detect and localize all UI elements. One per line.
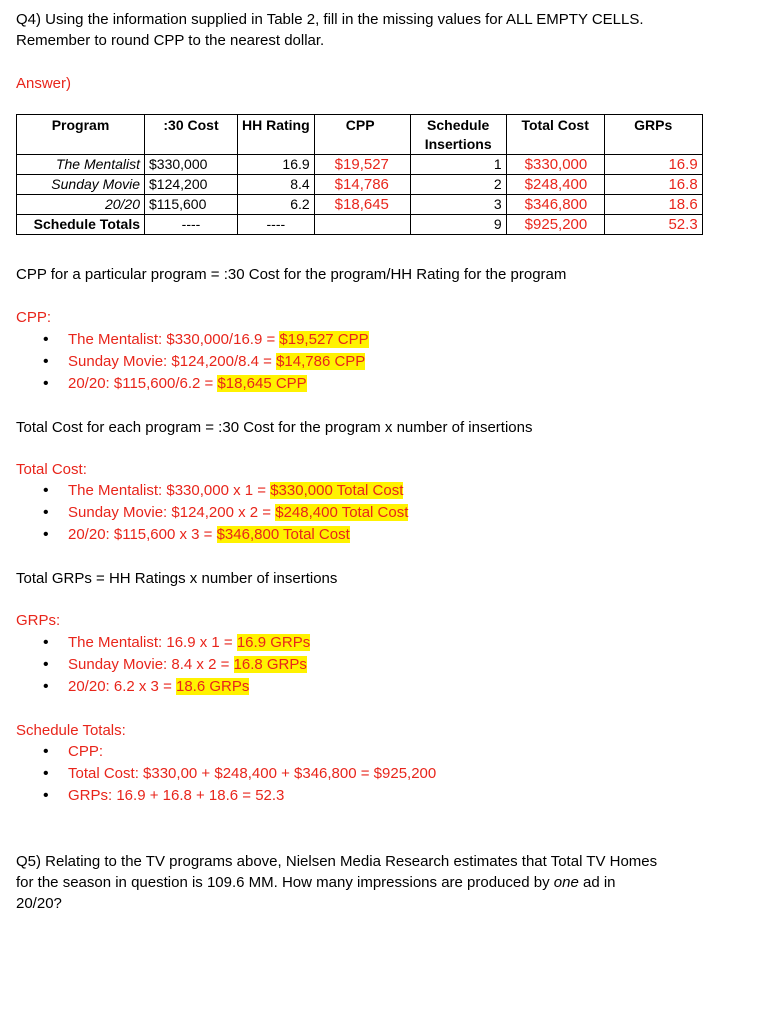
q4-line-1: Q4) Using the information supplied in Table 2, fill in the missing values for ALL EMPTY CELLS. [16, 11, 644, 28]
cell-total-cost: $330,000 [506, 155, 604, 175]
table-totals-row [17, 215, 703, 235]
totals-insertions: 9 [410, 215, 506, 235]
table-row [17, 175, 703, 195]
cell-grps: 16.9 [604, 155, 702, 175]
cell-cost30: $115,600 [145, 195, 238, 215]
cell-hh-rating: 16.9 [238, 155, 315, 175]
q5-line-2-end: ad in [578, 874, 616, 891]
table-row [17, 195, 703, 215]
totals-cpp [314, 215, 410, 235]
cell-program: Sunday Movie [17, 175, 145, 195]
totals-cost30: ---- [145, 215, 238, 235]
cell-cpp: $19,527 [314, 155, 410, 175]
cell-program: 20/20 [17, 195, 145, 215]
header-total-cost: Total Cost [506, 115, 604, 155]
list-item: • CPP: [16, 741, 436, 763]
totals-total-cost: $925,200 [506, 215, 604, 235]
header-cost30: :30 Cost [145, 115, 238, 155]
cell-insertions: 2 [410, 175, 506, 195]
cell-insertions: 1 [410, 155, 506, 175]
cell-grps: 16.8 [604, 175, 702, 195]
cell-total-cost: $346,800 [506, 195, 604, 215]
q5-line-2 [16, 872, 616, 893]
cpp-section-title: CPP: [16, 309, 52, 326]
cpp-formula: CPP for a particular program = :30 Cost for the program/HH Rating for the program [16, 266, 567, 283]
list-item [16, 480, 408, 502]
answer-label: Answer) [16, 75, 72, 92]
totals-grps: 52.3 [604, 215, 702, 235]
q5-line-2-italic: one [553, 874, 579, 891]
item-result: $330,000 Total Cost [270, 482, 404, 499]
item-result: $346,800 Total Cost [216, 526, 350, 543]
cell-insertions: 3 [410, 195, 506, 215]
q5-line-3: 20/20? [16, 895, 62, 912]
cell-hh-rating: 8.4 [238, 175, 315, 195]
cell-total-cost: $248,400 [506, 175, 604, 195]
header-grps: GRPs [604, 115, 702, 155]
cell-grps: 18.6 [604, 195, 702, 215]
list-item [16, 632, 310, 654]
total-cost-list [16, 480, 408, 546]
cpp-list [16, 329, 369, 395]
grps-section-title: GRPs: [16, 612, 61, 629]
item-result: $14,786 CPP [276, 353, 366, 370]
list-item: • GRPs: 16.9 + 16.8 + 18.6 = 52.3 [16, 785, 436, 807]
item-result: 16.8 GRPs [233, 656, 307, 673]
item-result: 18.6 GRPs [176, 678, 250, 695]
schedule-totals-title: Schedule Totals: [16, 722, 126, 739]
header-cpp: CPP [314, 115, 410, 155]
list-item [16, 524, 408, 546]
cell-cost30: $124,200 [145, 175, 238, 195]
list-item [16, 373, 369, 395]
list-item [16, 502, 408, 524]
item-text: The Mentalist: $330,000 x 1 = [68, 482, 271, 499]
list-item [16, 351, 369, 373]
cell-cpp: $18,645 [314, 195, 410, 215]
schedule-totals-list [16, 741, 436, 807]
totals-label: Schedule Totals [17, 215, 145, 235]
item-result: $19,527 CPP [279, 331, 369, 348]
total-cost-section-title: Total Cost: [16, 461, 87, 478]
item-text: Sunday Movie: $124,200 x 2 = [68, 504, 276, 521]
cell-program: The Mentalist [17, 155, 145, 175]
totals-hh-rating: ---- [238, 215, 315, 235]
item-result: 16.9 GRPs [236, 634, 311, 651]
item-text: 20/20: $115,600 x 3 = [68, 526, 217, 543]
schedule-table [16, 114, 703, 235]
grps-list [16, 632, 310, 698]
cell-cost30: $330,000 [145, 155, 238, 175]
header-schedule-line-1: Schedule [427, 117, 490, 133]
list-item [16, 676, 310, 698]
list-item [16, 329, 369, 351]
header-schedule-line-2: Insertions [424, 136, 492, 152]
total-cost-formula: Total Cost for each program = :30 Cost for the program x number of insertions [16, 419, 533, 436]
header-schedule-insertions [410, 115, 506, 155]
q5-line-1: Q5) Relating to the TV programs above, Nielsen Media Research estimates that Total TV Homes [16, 853, 658, 870]
list-item [16, 654, 310, 676]
item-text: The Mentalist: $330,000/16.9 = [68, 331, 280, 348]
q5-line-2-start: for the season in question is 109.6 MM. How many impressions are produced by [16, 874, 554, 891]
item-result: $248,400 Total Cost [275, 504, 409, 521]
item-result: $18,645 CPP [217, 375, 307, 392]
list-item: • Total Cost: $330,00 + $248,400 + $346,800 = $925,200 [16, 763, 436, 785]
item-text: 20/20: 6.2 x 3 = [68, 678, 176, 695]
header-hh-rating: HH Rating [238, 115, 315, 155]
item-text: Sunday Movie: 8.4 x 2 = [68, 656, 234, 673]
header-program: Program [17, 115, 145, 155]
grps-formula: Total GRPs = HH Ratings x number of insertions [16, 570, 338, 587]
table-row [17, 155, 703, 175]
table-header-row [17, 115, 703, 155]
item-text: The Mentalist: 16.9 x 1 = [68, 634, 237, 651]
cell-hh-rating: 6.2 [238, 195, 315, 215]
cell-cpp: $14,786 [314, 175, 410, 195]
q4-line-2: Remember to round CPP to the nearest dollar. [16, 32, 325, 49]
item-text: Sunday Movie: $124,200/8.4 = [68, 353, 277, 370]
item-text: 20/20: $115,600/6.2 = [68, 375, 218, 392]
